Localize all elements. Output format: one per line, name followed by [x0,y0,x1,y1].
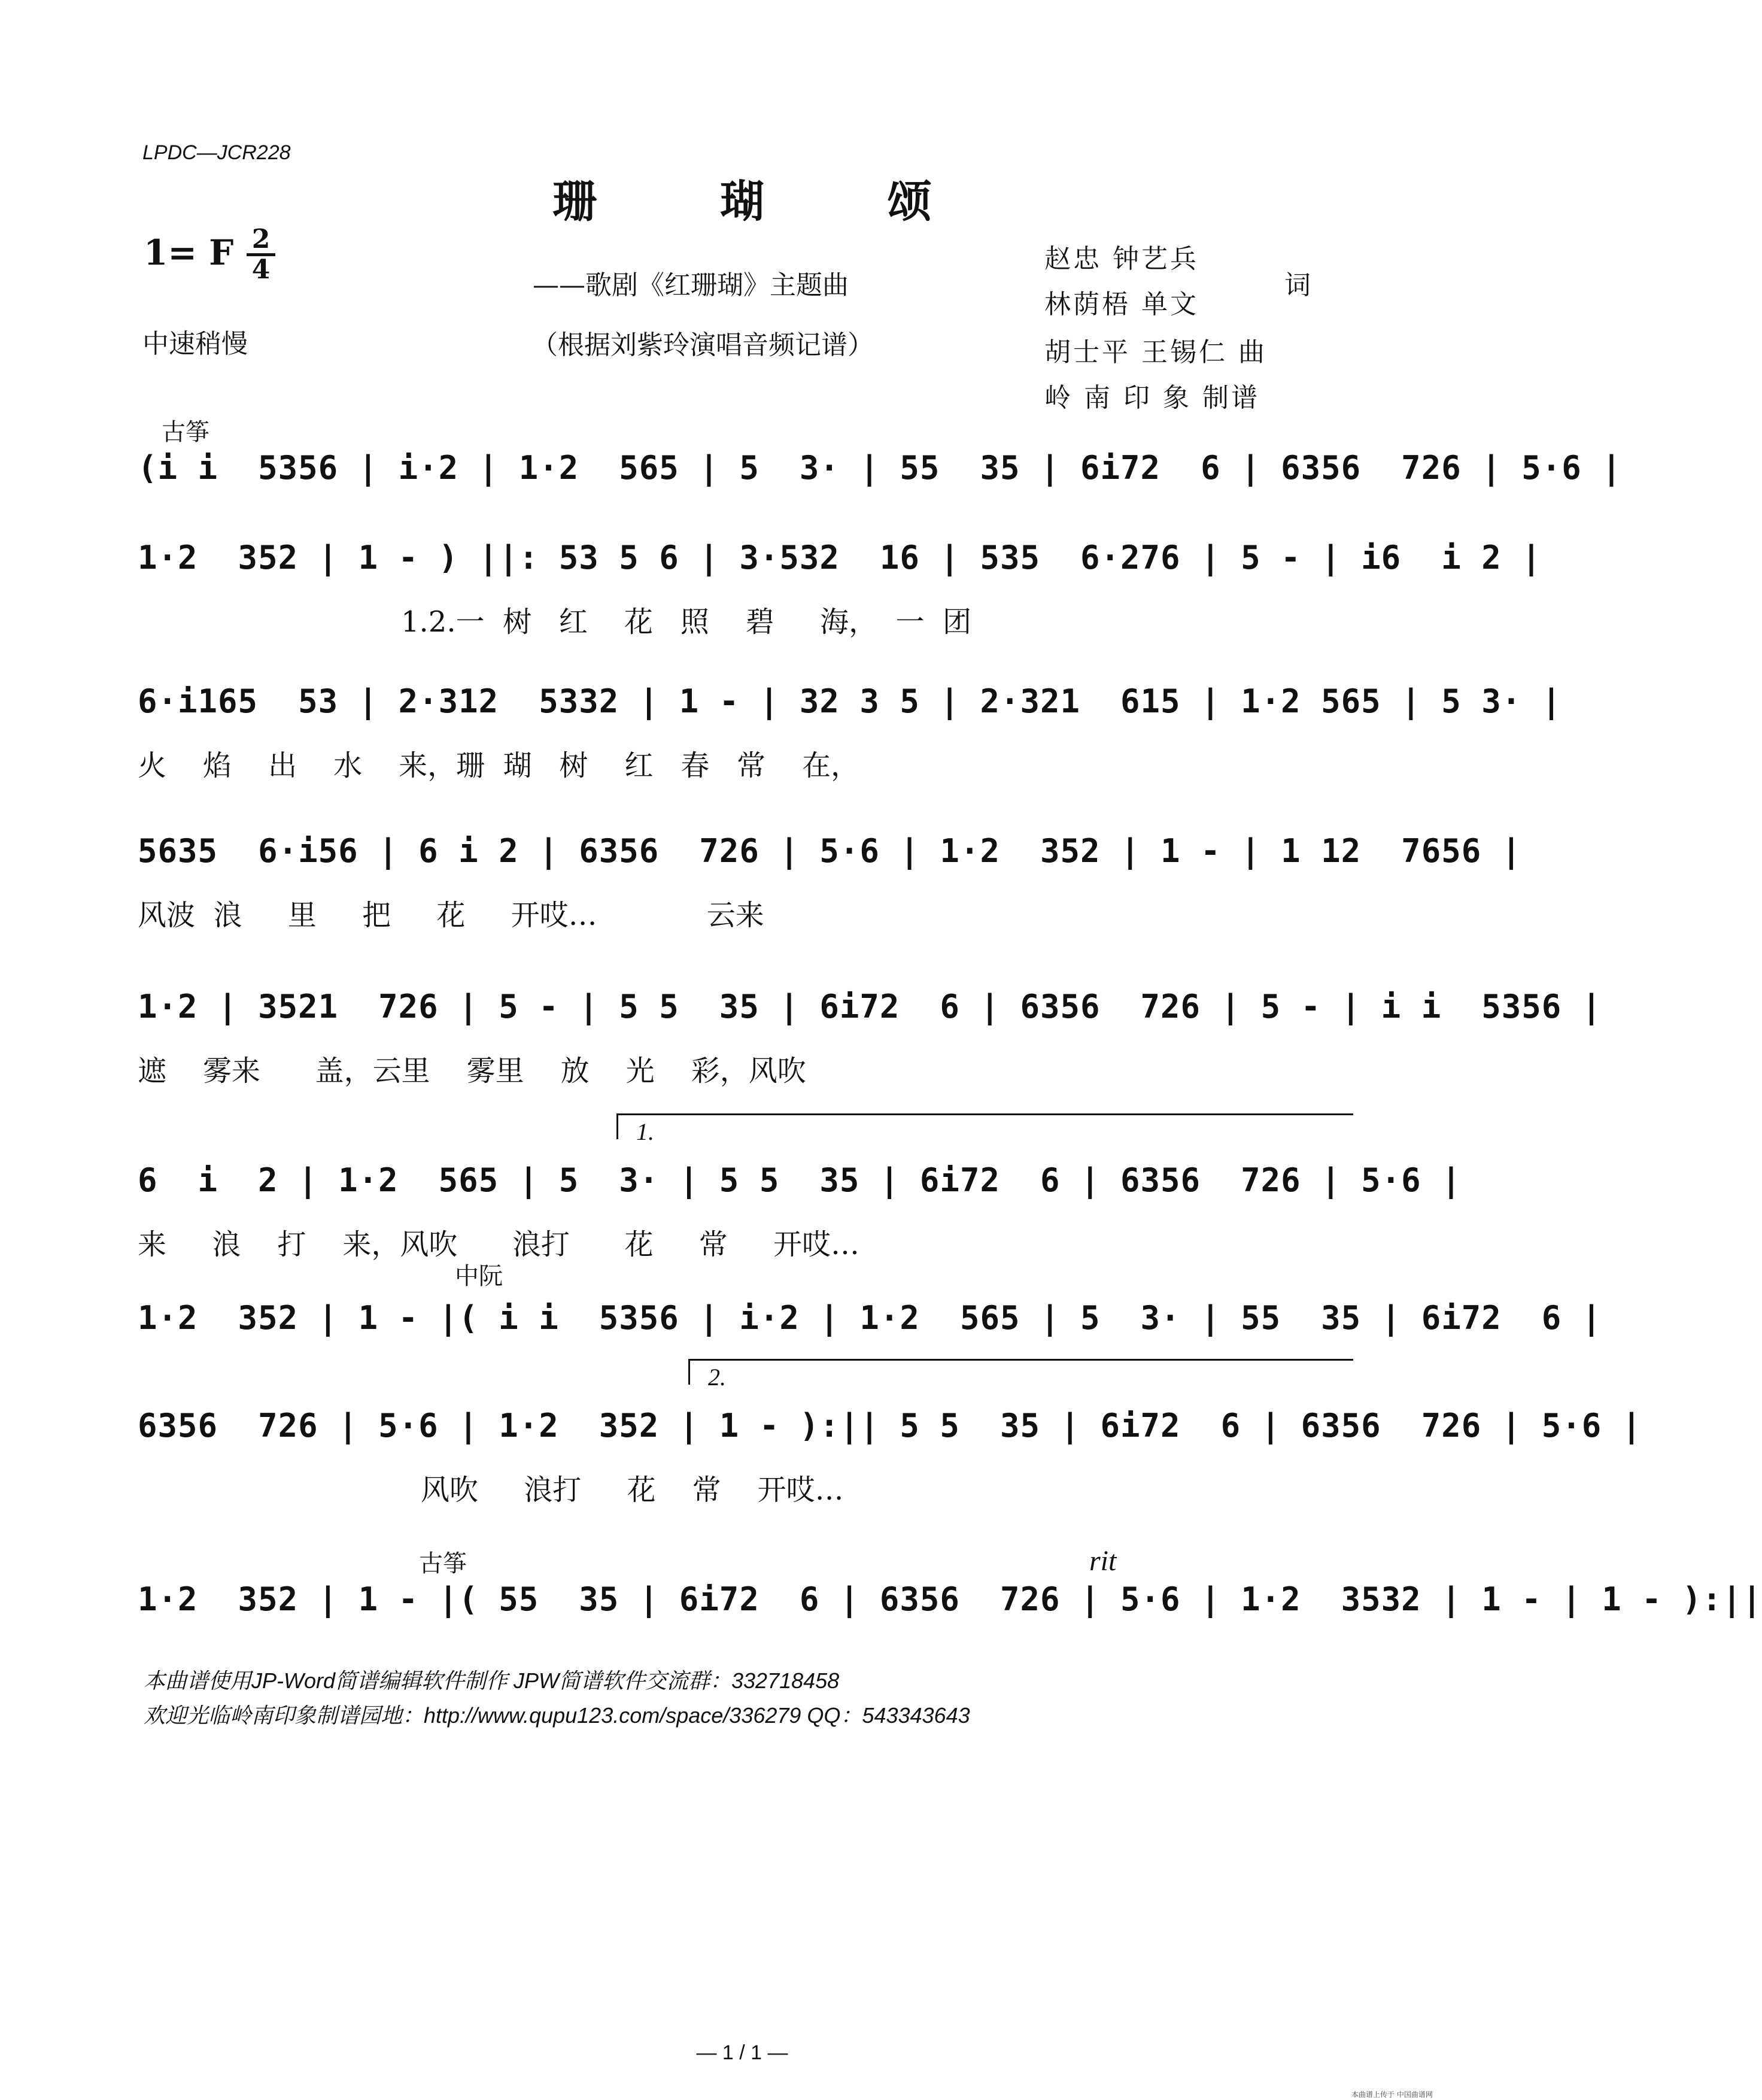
footer-line-1: 本曲谱使用JP-Word简谱编辑软件制作 JPW简谱软件交流群：332718458 [144,1668,840,1693]
score-line-9 [138,1521,1762,1676]
footer-line-2: 欢迎光临岭南印象制谱园地：http://www.qupu123.com/space/336279 QQ：543343643 [144,1703,970,1728]
instrument-label: 古筝 [419,1550,467,1577]
notation: 1·2 352 | 1 - ) ||: 53 5 6 | 3·532 16 | 535 6·276 | 5 - | i6 i 2 | [138,539,1542,576]
notation: 1·2 352 | 1 - |( i i 5356 | i·2 | 1·2 565 | 5 3· | 55 35 | 6i72 6 | [138,1299,1602,1337]
lyricists-line-1: 赵忠 钟艺兵 [1044,244,1199,274]
score-line-3 [138,664,1562,820]
score-line-8 [138,1359,1642,1515]
lyricists-line-2: 林荫梧 单文 [1044,289,1199,320]
lyric-label: 词 [1284,270,1313,301]
notation: (i i 5356 | i·2 | 1·2 565 | 5 3· | 55 35 | 6i72 6 | 6356 726 | 5·6 | [138,449,1622,487]
score-line-5 [138,976,1602,1131]
lyrics: 遮 雾来 盖，云里 雾里 放 光 彩，风吹 [138,1054,806,1088]
arranger: 岭 南 印 象 制谱 [1044,383,1260,413]
composers: 胡士平 王锡仁 曲 [1044,337,1267,368]
notation: 1·2 | 3521 726 | 5 - | 5 5 35 | 6i72 6 | 6356 726 | 5 - | i i 5356 | [138,988,1602,1025]
score-line-4 [138,820,1522,976]
notation: 6356 726 | 5·6 | 1·2 352 | 1 - ):|| 5 5 35 | 6i72 6 | 6356 726 | 5·6 | [138,1407,1642,1444]
subtitle: ——歌剧《红珊瑚》主题曲 [533,270,849,301]
volta-2 [688,1359,1353,1391]
lyrics: 风波 浪 里 把 花 开哎… 云来 [138,899,764,932]
score-line-6 [138,1113,1462,1269]
transcription-note: （根据刘紫玲演唱音频记谱） [531,330,874,360]
instrument-label: 中阮 [455,1263,503,1290]
key-signature: 1= F [144,232,234,273]
lyrics: 风吹 浪打 花 常 开哎… [138,1473,844,1507]
time-signature [247,226,275,283]
site-brand: 本曲谱上传于 中国曲谱网 [1351,2090,1433,2099]
page-number: — 1 / 1 — [696,2041,788,2064]
song-title: 珊 瑚 颂 [552,176,986,227]
notation: 5635 6·i56 | 6 i 2 | 6356 726 | 5·6 | 1·2 352 | 1 - | 1 12 7656 | [138,832,1522,870]
volta-2-label: 2. [708,1364,726,1391]
lyrics: 来 浪 打 来，风吹 浪打 花 常 开哎… [138,1228,860,1261]
time-signature-bottom: 4 [251,254,271,285]
time-signature-top: 2 [251,224,271,254]
ritardando-marking: rit [1089,1545,1117,1577]
notation: 6·i165 53 | 2·312 5332 | 1 - | 32 3 5 | 2·321 615 | 1·2 565 | 5 3· | [138,682,1562,720]
instrument-label: 古筝 [162,418,209,446]
tempo-marking: 中速稍慢 [142,329,248,359]
notation: 1·2 352 | 1 - |( 55 35 | 6i72 6 | 6356 726 | 5·6 | 1·2 3532 | 1 - | 1 - ):|| [138,1580,1762,1618]
volta-1-label: 1. [636,1118,654,1145]
document-code: LPDC—JCR228 [142,141,291,164]
volta-1 [616,1113,1353,1145]
lyrics: 火 焰 出 水 来，珊 瑚 树 红 春 常 在， [138,749,860,782]
lyrics: 1.2.一 树 红 花 照 碧 海， 一 团 [401,605,972,639]
notation: 6 i 2 | 1·2 565 | 5 3· | 5 5 35 | 6i72 6 | 6356 726 | 5·6 | [138,1161,1462,1199]
score-line-2 [138,515,1542,670]
